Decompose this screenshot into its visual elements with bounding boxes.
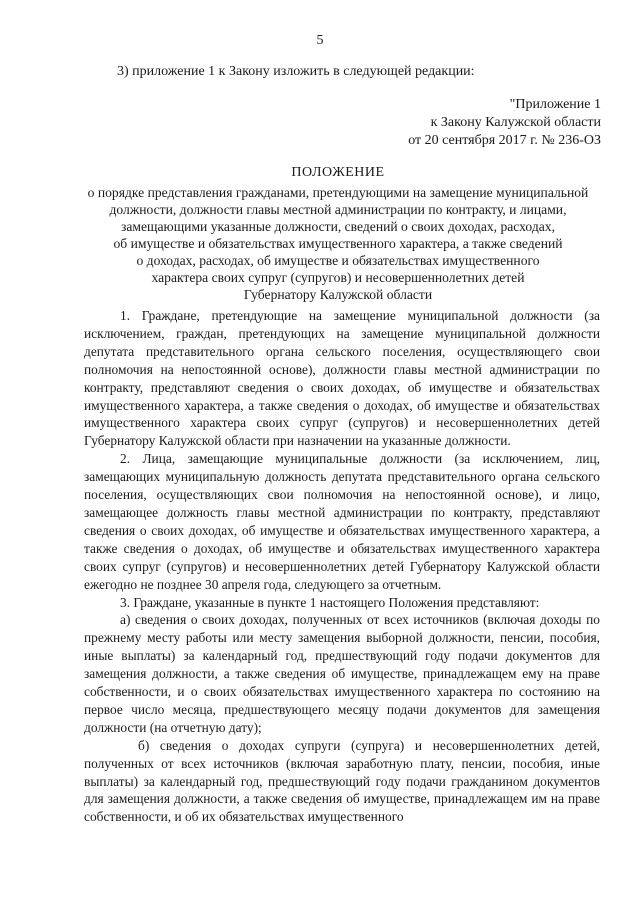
paragraph-2: 2. Лица, замещающие муниципальные должности (за исключением, лиц, замещающих муниципальную должность депутата представительного органа сельского поселения, осуществляющих свои полномочия на непостоянной основе), и лицо, замещающее должность главы местной администрации по контракту, представляют сведения о своих доходах, об имуществе и обязательствах имущественного характера, а также сведения о доходах, об имуществе и обязательствах имущественного характера своих супруг (супругов) и несовершеннолетних детей Губернатору Калужской области ежегодно не позднее 30 апреля года, следующего за отчетным. — [84, 451, 600, 592]
regulation-body — [84, 307, 600, 826]
page-number: 5 — [316, 33, 324, 48]
title-line: об имуществе и обязательствах имущественного характера, а также сведений — [113, 236, 563, 251]
paragraph-3b: б) сведения о доходах супруги (супруга) и несовершеннолетних детей, полученных от всех источников (включая заработную плату, пенсии, пособия, иные выплаты) за календарный год, предшествующий году подачи гражданином документов для замещения должности, а также сведения об имуществе, принадлежащем им на праве собственности, и об их обязательствах имущественного — [84, 737, 600, 825]
appendix-line-2: к Закону Калужской области — [430, 115, 601, 130]
paragraph-1: 1. Граждане, претендующие на замещение муниципальной должности (за исключением, граждан, претендующих на замещение муниципальной должности депутата представительного органа сельского поселения, осуществляющего свои полномочия на непостоянной основе), должности главы местной администрации по контракту, представляют сведения о своих доходах, об имуществе и обязательствах имущественного характера, а также сведения о доходах, об имуществе и обязательствах имущественного характера своих супруг (супругов) и несовершеннолетних детей Губернатору Калужской области при назначении на указанные должности. — [84, 308, 600, 449]
title-line: о доходах, расходах, об имуществе и обязательствах имущественного — [136, 253, 540, 268]
regulation-heading: ПОЛОЖЕНИЕ — [291, 165, 385, 180]
title-line: Губернатору Калужской области — [243, 287, 433, 302]
appendix-reference — [408, 96, 601, 150]
paragraph-3: 3. Граждане, указанные в пункте 1 настоящего Положения представляют: — [120, 594, 540, 610]
regulation-title-block — [60, 164, 616, 303]
appendix-line-3: от 20 сентября 2017 г. № 236-ОЗ — [408, 133, 601, 148]
title-line: должности, должности главы местной администрации по контракту, и лицами, — [109, 202, 567, 217]
title-line: замещающими указанные должности, сведений о своих доходах, расходах, — [121, 219, 555, 234]
paragraph-3a: а) сведения о своих доходах, полученных от всех источников (включая доходы по прежнему месту работы или месту замещения выборной должности, пенсии, пособия, иные выплаты) за календарный год, предшествующий году подачи документов для замещения должности, а также сведения об имуществе, принадлежащем ему на праве собственности, и о своих обязательствах имущественного характера по состоянию на первое число месяца, предшествующего месяцу подачи документов для замещения должности (на отчетную дату); — [84, 612, 600, 735]
appendix-line-1: "Приложение 1 — [509, 97, 601, 112]
title-line: характера своих супруг (супругов) и несовершеннолетних детей — [151, 270, 525, 285]
title-line: о порядке представления гражданами, претендующими на замещение муниципальной — [87, 185, 589, 200]
intro-line: 3) приложение 1 к Закону изложить в следующей редакции: — [117, 64, 475, 79]
